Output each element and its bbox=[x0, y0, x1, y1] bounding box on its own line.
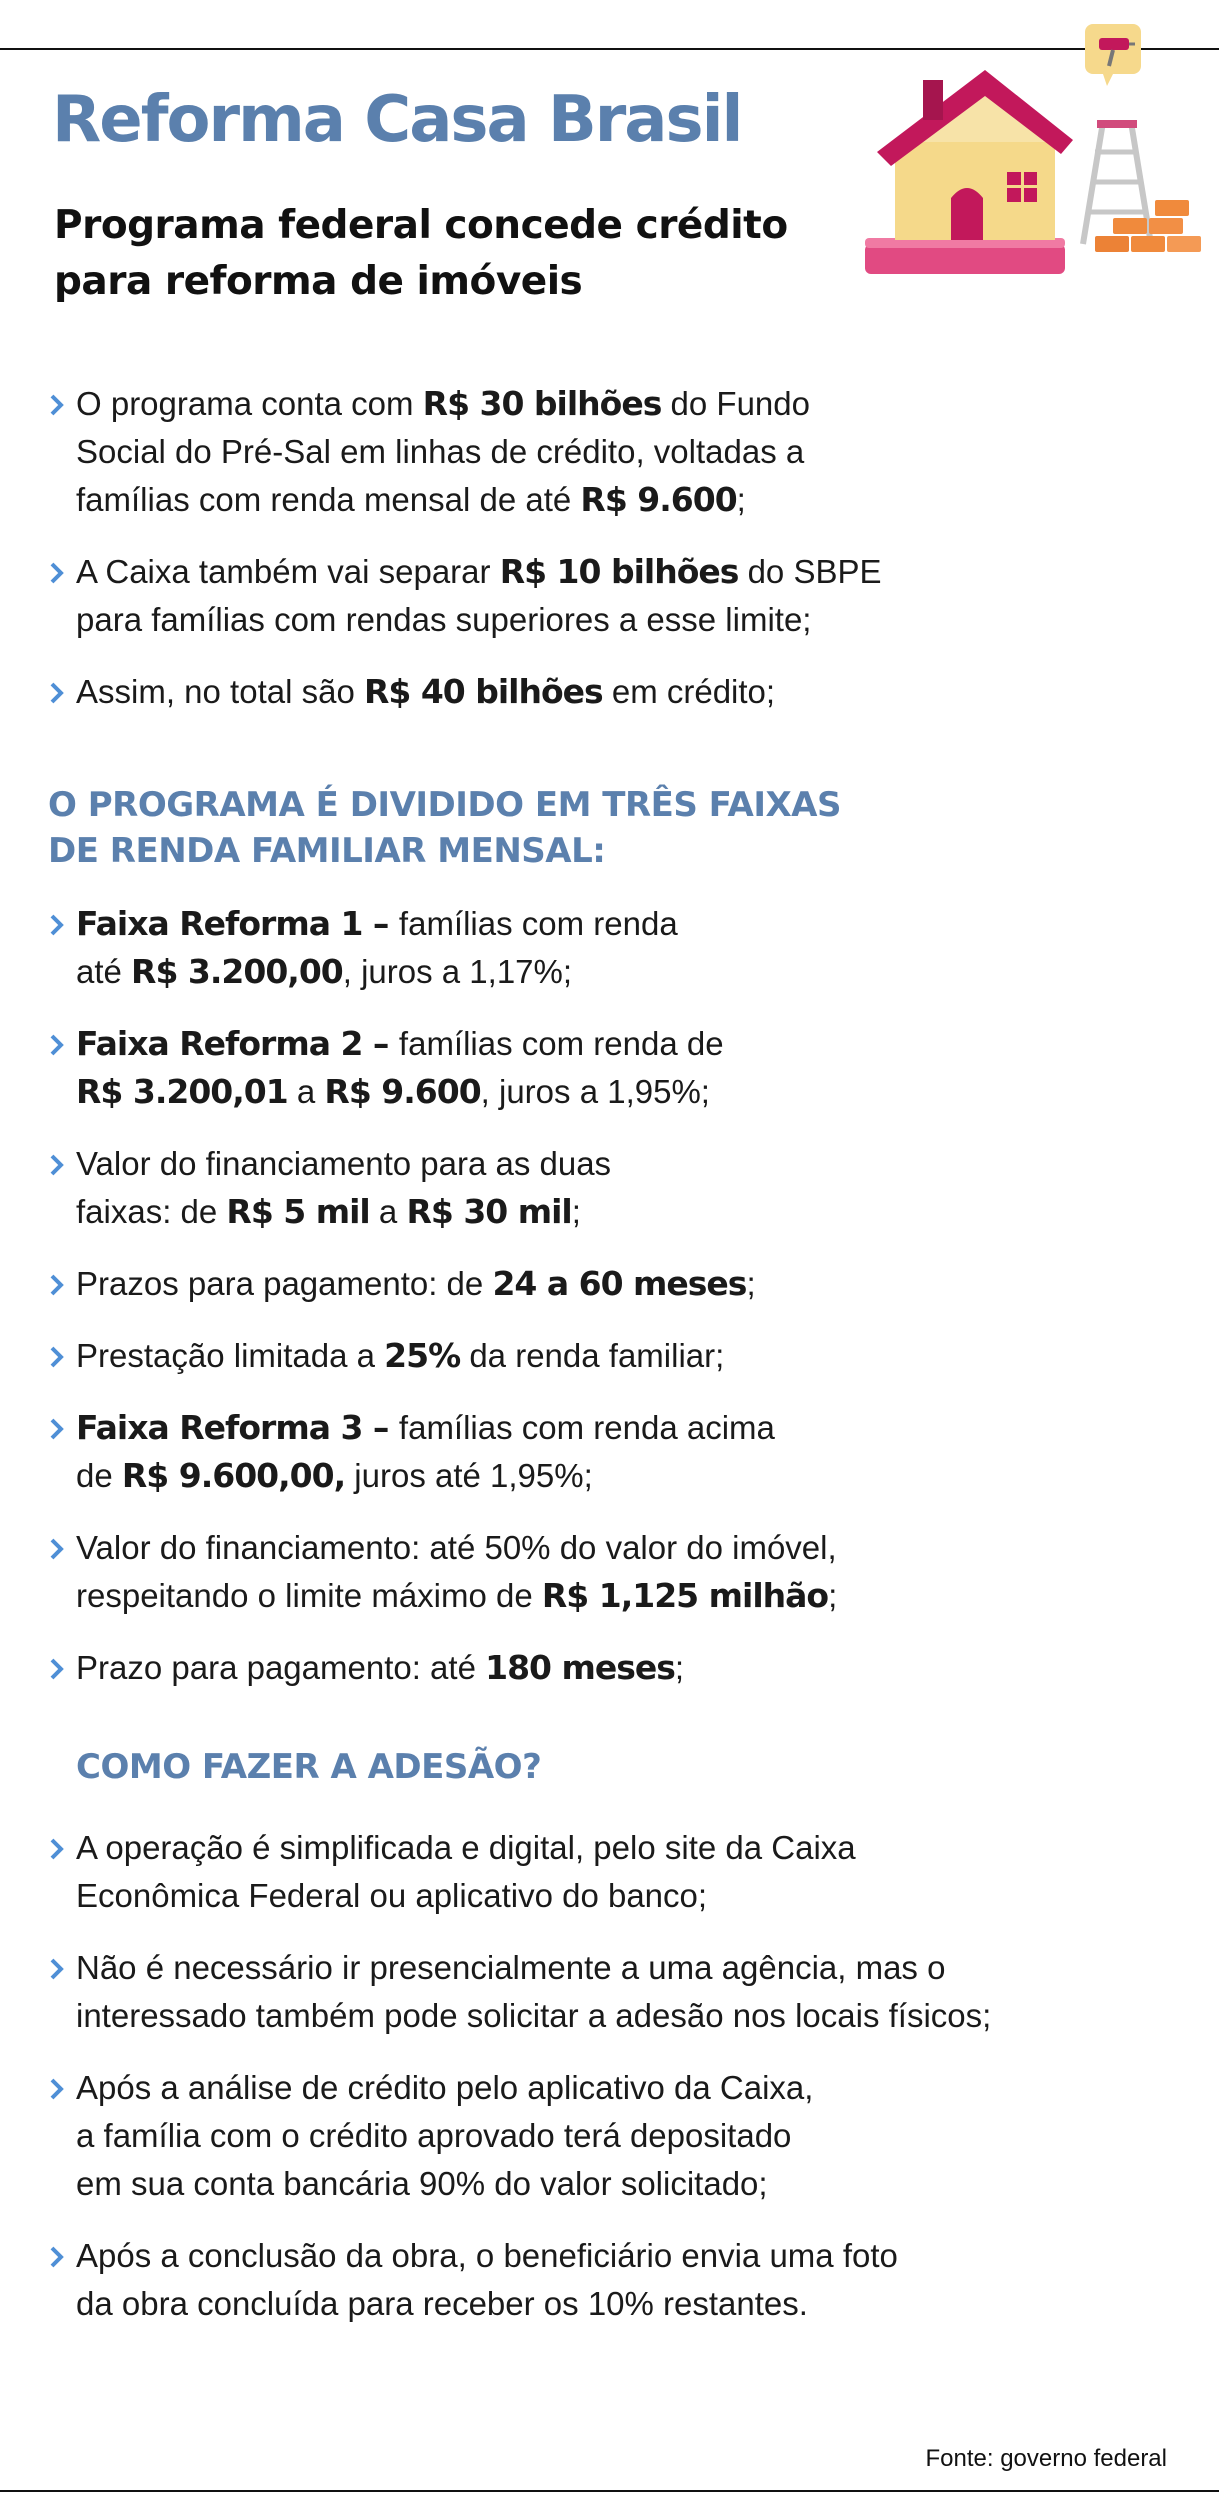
item-text: A operação é simplificada e digital, pelo site da Caixa bbox=[76, 1829, 856, 1866]
item-text: , juros a 1,17%; bbox=[342, 953, 573, 990]
item-highlight: R$ 9.600 bbox=[580, 480, 737, 519]
item-text: ; bbox=[828, 1577, 838, 1614]
item-highlight: R$ 30 bilhões bbox=[422, 384, 662, 423]
item-text: Prazo para pagamento: até bbox=[76, 1649, 486, 1686]
list-item bbox=[48, 1332, 1208, 1380]
item-text: a família com o crédito aprovado terá depositado bbox=[76, 2117, 792, 2154]
chevron-right-icon bbox=[48, 1957, 66, 1981]
list-item bbox=[48, 1824, 1208, 1920]
item-highlight: Faixa Reforma 2 – bbox=[76, 1024, 399, 1063]
item-text: faixas: de bbox=[76, 1193, 227, 1230]
page-title: Reforma Casa Brasil bbox=[52, 83, 742, 157]
list-item bbox=[48, 2064, 1208, 2208]
section-heading-line: O PROGRAMA É DIVIDIDO EM TRÊS FAIXAS bbox=[48, 785, 841, 825]
item-text: ; bbox=[746, 1265, 756, 1302]
chevron-right-icon bbox=[48, 1345, 66, 1369]
item-text: , juros a 1,95%; bbox=[480, 1073, 710, 1110]
chevron-right-icon bbox=[48, 913, 66, 937]
item-highlight: R$ 3.200,01 bbox=[76, 1072, 288, 1111]
item-text: ; bbox=[674, 1649, 685, 1686]
item-text: Valor do financiamento para as duas bbox=[76, 1145, 612, 1182]
item-text: ; bbox=[736, 481, 746, 518]
chevron-right-icon bbox=[48, 1837, 66, 1861]
list-item bbox=[48, 380, 1208, 524]
item-text: famílias com renda de bbox=[398, 1025, 724, 1062]
list-item bbox=[48, 548, 1208, 644]
chevron-right-icon bbox=[48, 1153, 66, 1177]
item-highlight: R$ 40 bilhões bbox=[363, 672, 603, 711]
item-highlight: Faixa Reforma 3 – bbox=[76, 1408, 399, 1447]
item-highlight: R$ 3.200,00 bbox=[131, 952, 343, 991]
list-item bbox=[48, 1020, 1208, 1116]
item-text: Valor do financiamento: até 50% do valor do imóvel, bbox=[76, 1529, 837, 1566]
item-text: ; bbox=[571, 1193, 581, 1230]
list-item bbox=[48, 2232, 1208, 2328]
list-item bbox=[48, 1260, 1208, 1308]
chevron-right-icon bbox=[48, 1657, 66, 1681]
item-text: famílias com renda bbox=[398, 905, 678, 942]
item-text: a bbox=[287, 1073, 325, 1110]
list-item bbox=[48, 1404, 1208, 1500]
article-body bbox=[48, 380, 1208, 2352]
section-heading bbox=[48, 782, 1208, 874]
item-text: da obra concluída para receber os 10% restantes. bbox=[76, 2285, 808, 2322]
list-item bbox=[48, 1944, 1208, 2040]
item-text: Prestação limitada a bbox=[76, 1337, 385, 1374]
item-text: de bbox=[76, 1457, 122, 1494]
item-text: em sua conta bancária 90% do valor solicitado; bbox=[76, 2165, 768, 2202]
item-highlight: R$ 30 mil bbox=[406, 1192, 572, 1231]
item-text: juros até 1,95%; bbox=[345, 1457, 593, 1494]
source-credit: Fonte: governo federal bbox=[925, 2445, 1167, 2472]
section-heading bbox=[48, 1744, 1208, 1790]
item-text: da renda familiar; bbox=[460, 1337, 725, 1374]
list-item bbox=[48, 1140, 1208, 1236]
item-highlight: R$ 10 bilhões bbox=[499, 552, 739, 591]
bottom-rule bbox=[0, 2490, 1219, 2492]
list-item bbox=[48, 1644, 1208, 1692]
item-text: Prazos para pagamento: de bbox=[76, 1265, 493, 1302]
item-text: respeitando o limite máximo de bbox=[76, 1577, 542, 1614]
subtitle-line: para reforma de imóveis bbox=[54, 259, 583, 304]
item-text: A Caixa também vai separar bbox=[76, 553, 500, 590]
chevron-right-icon bbox=[48, 2245, 66, 2269]
item-text: Após a análise de crédito pelo aplicativo da Caixa, bbox=[76, 2069, 814, 2106]
chevron-right-icon bbox=[48, 1417, 66, 1441]
item-text: O programa conta com bbox=[76, 385, 423, 422]
item-highlight: 24 a 60 meses bbox=[492, 1264, 747, 1303]
item-text: interessado também pode solicitar a adesão nos locais físicos; bbox=[76, 1997, 992, 2034]
item-text: até bbox=[76, 953, 132, 990]
item-text: em crédito; bbox=[602, 673, 776, 710]
item-text: Não é necessário ir presencialmente a uma agência, mas o bbox=[76, 1949, 946, 1986]
list-item bbox=[48, 900, 1208, 996]
chevron-right-icon bbox=[48, 1033, 66, 1057]
item-text: Após a conclusão da obra, o beneficiário envia uma foto bbox=[76, 2237, 898, 2274]
page-subtitle bbox=[54, 198, 834, 310]
chevron-right-icon bbox=[48, 681, 66, 705]
item-text: Econômica Federal ou aplicativo do banco; bbox=[76, 1877, 708, 1914]
item-text: do SBPE bbox=[738, 553, 882, 590]
section-heading-line: DE RENDA FAMILIAR MENSAL: bbox=[48, 831, 606, 871]
subtitle-line: Programa federal concede crédito bbox=[54, 203, 788, 248]
item-highlight: R$ 9.600,00, bbox=[121, 1456, 346, 1495]
chevron-right-icon bbox=[48, 2077, 66, 2101]
item-highlight: Faixa Reforma 1 – bbox=[76, 904, 399, 943]
list-item bbox=[48, 1524, 1208, 1620]
item-text: Assim, no total são bbox=[76, 673, 364, 710]
chevron-right-icon bbox=[48, 1273, 66, 1297]
item-text: do Fundo bbox=[661, 385, 810, 422]
item-text: para famílias com rendas superiores a esse limite; bbox=[76, 601, 812, 638]
item-text: famílias com renda acima bbox=[398, 1409, 775, 1446]
item-highlight: 25% bbox=[384, 1336, 461, 1375]
item-highlight: R$ 9.600 bbox=[324, 1072, 481, 1111]
list-item bbox=[48, 668, 1208, 716]
chevron-right-icon bbox=[48, 1537, 66, 1561]
item-text: famílias com renda mensal de até bbox=[76, 481, 581, 518]
item-text: a bbox=[369, 1193, 407, 1230]
chevron-right-icon bbox=[48, 393, 66, 417]
item-highlight: 180 meses bbox=[485, 1648, 675, 1687]
item-highlight: R$ 1,125 milhão bbox=[541, 1576, 829, 1615]
item-highlight: R$ 5 mil bbox=[226, 1192, 370, 1231]
chevron-right-icon bbox=[48, 561, 66, 585]
house-renovation-illustration bbox=[855, 22, 1215, 322]
section-heading-line: COMO FAZER A ADESÃO? bbox=[76, 1747, 542, 1787]
item-text: Social do Pré-Sal em linhas de crédito, voltadas a bbox=[76, 433, 805, 470]
